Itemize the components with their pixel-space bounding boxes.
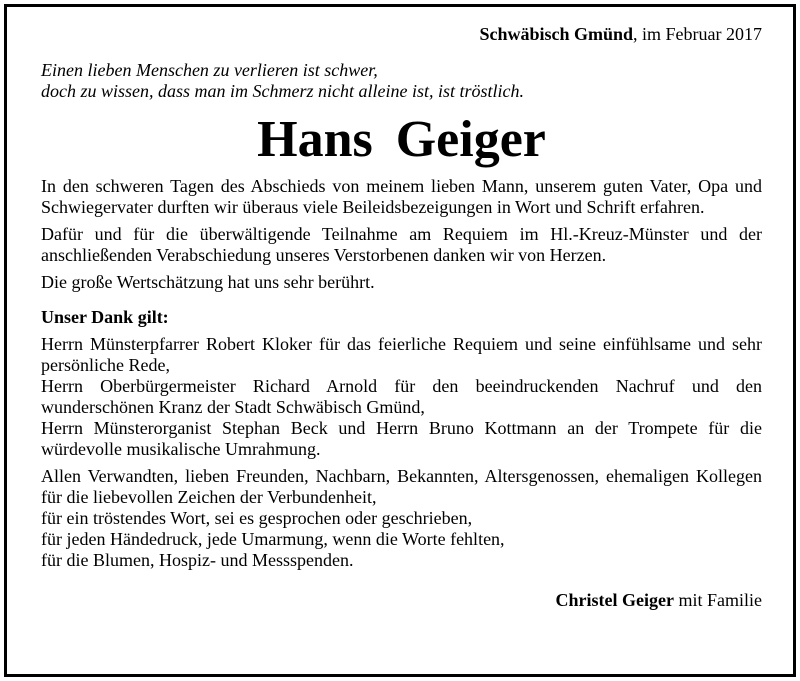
closing-block xyxy=(41,466,762,571)
signature-suffix: mit Familie xyxy=(674,590,762,610)
thanks-heading: Unser Dank gilt: xyxy=(41,307,169,327)
motto-line: doch zu wissen, dass man im Schmerz nicht alleine ist, ist tröstlich. xyxy=(41,81,524,101)
obituary-notice xyxy=(41,24,762,611)
closing-line: für die Blumen, Hospiz- und Messspenden. xyxy=(41,550,354,570)
dateline xyxy=(41,24,762,45)
paragraph-appreciation: Die große Wertschätzung hat uns sehr berührt. xyxy=(41,272,375,292)
signature-name: Christel Geiger xyxy=(555,590,674,610)
deceased-name: Hans Geiger xyxy=(257,111,546,168)
closing-line: für jeden Händedruck, jede Umarmung, wenn die Worte fehlten, xyxy=(41,529,505,549)
thanks-item: Herrn Oberbürgermeister Richard Arnold für den beeindruckenden Nachruf und den wunderschönen Kranz der Stadt Schwäbisch Gmünd, xyxy=(41,376,762,417)
paragraph-intro: In den schweren Tagen des Abschieds von meinem lieben Mann, unserem guten Vater, Opa und Schwiegervater durften wir überaus viele Beileidsbezeigungen in Wort und Schrift erfahren. xyxy=(41,176,762,217)
paragraph-thanks: Dafür und für die überwältigende Teilnahme am Requiem im Hl.-Kreuz-Münster und der anschließenden Verabschiedung unseres Verstorbenen danken wir von Herzen. xyxy=(41,224,762,265)
closing-line: für ein tröstendes Wort, sei es gesprochen oder geschrieben, xyxy=(41,508,473,528)
dateline-date: , im Februar 2017 xyxy=(633,24,762,44)
motto xyxy=(41,60,762,102)
thanks-list xyxy=(41,334,762,460)
closing-line: Allen Verwandten, lieben Freunden, Nachbarn, Bekannten, Altersgenossen, ehemaligen Kollegen für die liebevollen Zeichen der Verbundenheit, xyxy=(41,466,762,507)
signature xyxy=(41,590,762,611)
thanks-item: Herrn Münsterpfarrer Robert Kloker für das feierliche Requiem und seine einfühlsame und sehr persönliche Rede, xyxy=(41,334,762,375)
dateline-place: Schwäbisch Gmünd xyxy=(479,24,634,44)
thanks-item: Herrn Münsterorganist Stephan Beck und Herrn Bruno Kottmann an der Trompete für die würdevolle musikalische Umrahmung. xyxy=(41,418,762,459)
motto-line: Einen lieben Menschen zu verlieren ist schwer, xyxy=(41,60,378,80)
